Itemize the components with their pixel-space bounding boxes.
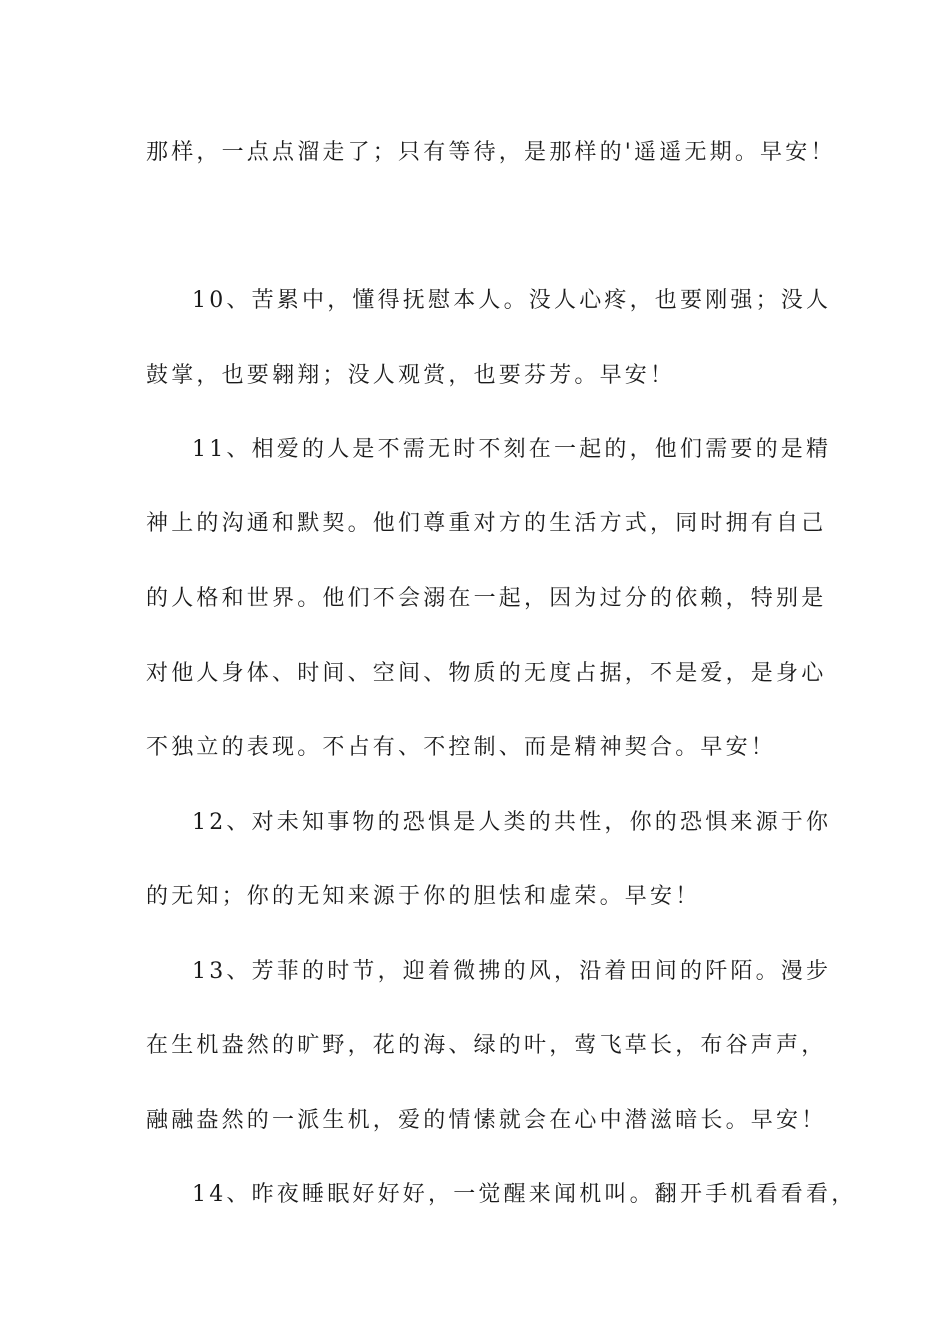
text-line: 不独立的表现。不占有、不控制、而是精神契合。早安！ bbox=[146, 735, 777, 760]
text-line: 那样，一点点溜走了；只有等待，是那样的'遥遥无期。早安！ bbox=[146, 140, 836, 165]
text-line: 的无知；你的无知来源于你的胆怯和虚荣。早安！ bbox=[146, 884, 701, 909]
text-line: 融融盎然的一派生机，爱的情愫就会在心中潜滋暗长。早安！ bbox=[146, 1108, 827, 1133]
text-line: 的人格和世界。他们不会溺在一起，因为过分的依赖，特别是 bbox=[146, 586, 827, 611]
text-line: 鼓掌，也要翱翔；没人观赏，也要芬芳。早安！ bbox=[146, 363, 676, 388]
paragraph-14-first-line: 14、昨夜睡眠好好好，一觉醒来闻机叫。翻开手机看看看， bbox=[192, 1182, 857, 1207]
paragraph-12-first-line: 12、对未知事物的恐惧是人类的共性，你的恐惧来源于你 bbox=[192, 810, 832, 835]
paragraph-13-first-line: 13、芳菲的时节，迎着微拂的风，沿着田间的阡陌。漫步 bbox=[192, 959, 832, 984]
text-line: 神上的沟通和默契。他们尊重对方的生活方式，同时拥有自己 bbox=[146, 511, 827, 536]
paragraph-10-first-line: 10、苦累中，懂得抚慰本人。没人心疼，也要刚强；没人 bbox=[192, 288, 832, 313]
text-line: 对他人身体、时间、空间、物质的无度占据，不是爱，是身心 bbox=[146, 661, 827, 686]
text-line: 在生机盎然的旷野，花的海、绿的叶，莺飞草长，布谷声声， bbox=[146, 1033, 827, 1058]
paragraph-11-first-line: 11、相爱的人是不需无时不刻在一起的，他们需要的是精 bbox=[192, 437, 832, 462]
